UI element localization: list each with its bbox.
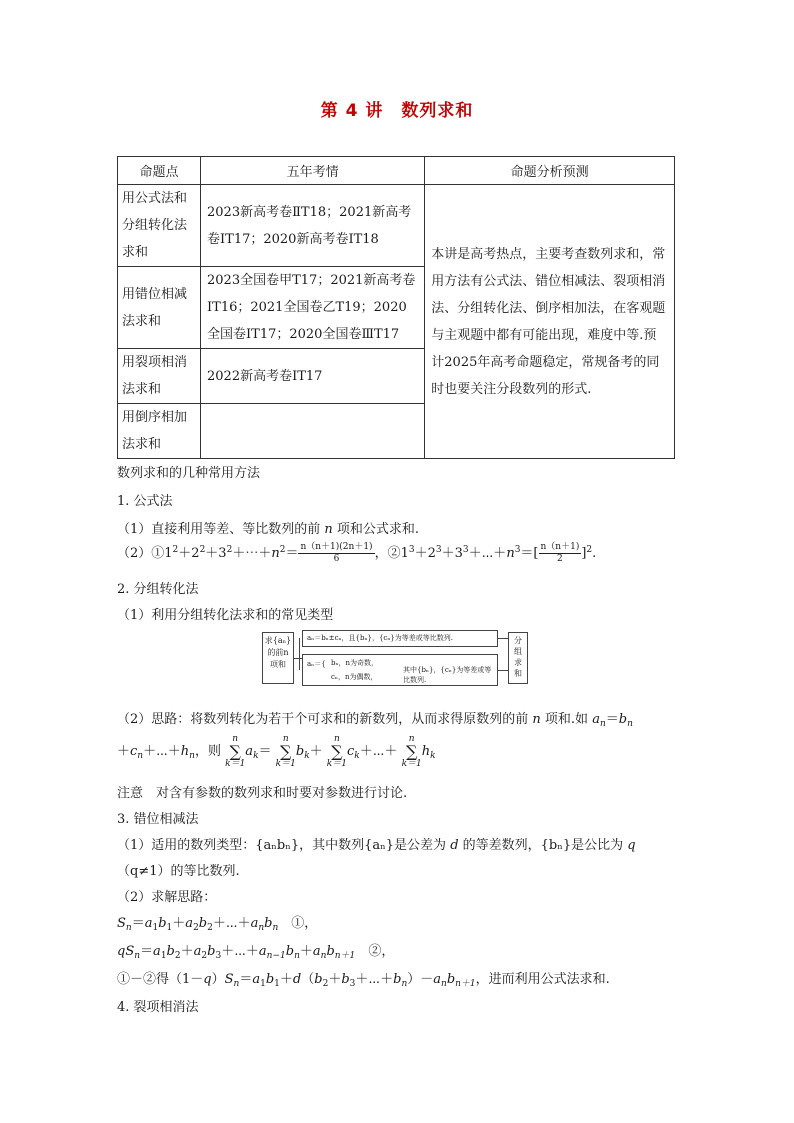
piecewise-even: cₙ，n为偶数，	[331, 673, 378, 681]
s2-p2: （2）思路：将数列转化为若干个可求和的新数列，从而求得原数列的前 n 项和.如 $a_n=b_n$	[117, 712, 633, 729]
s3-p1: （1）适用的数列类型：{aₙbₙ}，其中数列{aₙ}是公差为 d 的等差数列，{bₙ}是公比为 q	[117, 838, 636, 853]
s3-p2: （2）求解思路：	[117, 890, 217, 905]
s2-p2-text-b: 项和.如	[544, 712, 589, 727]
header-exam: 五年考情	[201, 157, 425, 185]
s3-eq3: ①－②得$(1-q)S_n=a_1b_1+d(b_2+b_3+\cdots+b_n)-a_nb_{n+1}$，进而利用公式法求和.	[117, 972, 610, 989]
fraction-2-den: 2	[557, 554, 563, 564]
sum-symbol: n ∑ k＝1	[326, 734, 347, 769]
page-title: 第 4 讲 数列求和	[320, 101, 474, 121]
s3-p1-text-b: 的等差数列，{bₙ}是公比为	[462, 838, 624, 853]
fraction-1	[298, 542, 374, 565]
s1-p1: （1）直接利用等差、等比数列的前 n 项和公式求和.	[117, 522, 420, 537]
s2-heading: 2. 分组转化法	[117, 582, 199, 597]
exam-cell: 2022新高考卷ⅠT17	[201, 349, 425, 404]
topic-cell: 用倒序相加法求和	[118, 404, 201, 459]
s1-heading: 1. 公式法	[117, 494, 173, 509]
topic-cell: 用裂项相消法求和	[118, 349, 201, 404]
diagram-right-char: 和	[514, 669, 522, 678]
formula-prefix: （2）①1	[117, 546, 173, 561]
diagram-right-box	[508, 632, 528, 684]
fraction-1-den: 6	[333, 554, 340, 564]
sum-symbol: n ∑ k＝1	[401, 734, 422, 769]
diagram-right-char: 分	[514, 636, 522, 645]
header-topic: 命题点	[118, 157, 201, 185]
exam-cell: 2023全国卷甲T17；2021新高考卷ⅠT16；2021全国卷乙T19；2020全国卷ⅠT17；2020全国卷ⅢT17	[201, 267, 425, 349]
s1-formula: $(2)①1^2+2^2+3^2+\cdots+n^2=$ $\frac{n(n+1)(2n+1)}{6}$ ，$②1^3+2^3+3^3+\cdots+n^3=$[ $\frac{n(n+1)}{2}$ ]$^2$.	[117, 542, 597, 564]
connector-line	[299, 638, 300, 670]
s2-p1: （1）利用分组转化法求和的常见类型	[117, 608, 334, 623]
diagram-box-2	[302, 654, 498, 686]
piecewise-odd: bₙ，n为奇数，	[331, 659, 379, 667]
s2-p2-text: （2）思路：将数列转化为若干个可求和的新数列，从而求得原数列的前	[117, 712, 529, 727]
s2-formula: $+c_n+\cdots+h_n$，则 n ∑ k＝1 $a_k=$ n ∑ k＝1 $b_k+$ n ∑ k＝1 $c_k+\cdots+$ n ∑ k＝1 $h_k$	[117, 734, 436, 769]
diagram-left-box	[262, 632, 294, 684]
s3-heading: 3. 错位相减法	[117, 812, 199, 827]
table-header-row	[118, 157, 675, 185]
table-row	[118, 185, 675, 267]
exam-info-table	[117, 156, 675, 459]
header-analysis: 命题分析预测	[425, 157, 675, 185]
s2-note	[117, 782, 407, 801]
s4-heading: 4. 裂项相消法	[117, 1000, 199, 1015]
eq3-tail: ，进而利用公式法求和.	[475, 972, 610, 987]
connector-line	[498, 638, 508, 639]
exam-cell	[201, 404, 425, 459]
sum-symbol: n ∑ k＝1	[225, 734, 246, 769]
connector-line	[498, 670, 508, 671]
eq2-tag: ②，	[368, 944, 395, 959]
fraction-1-num: n（n＋1)(2n＋1)	[300, 542, 373, 552]
s3-eq2: $qS_n=a_1b_2+a_2b_3+\cdots+a_{n-1}b_n+a_nb_{n+1}$ ②，	[117, 944, 395, 961]
diagram-box-1: aₙ＝bₙ±cₙ，且{bₙ}，{cₙ}为等差或等比数列.	[302, 630, 498, 647]
analysis-cell: 本讲是高考热点，主要考查数列求和，常用方法有公式法、错位相减法、裂项相消法、分组转化法、倒序相加法，在客观题与主观题中都有可能出现，难度中等.预计2025年高考命题稳定，常规备考的同时也要关注分段数列的形式.	[425, 185, 675, 459]
exam-cell: 2023新高考卷ⅡT18；2021新高考卷ⅠT17；2020新高考卷ⅠT18	[201, 185, 425, 267]
section-heading: 数列求和的几种常用方法	[117, 466, 261, 481]
eq1-tag: ①，	[291, 916, 318, 931]
s3-p1c: （q≠1）的等比数列.	[117, 864, 240, 879]
fraction-2	[539, 542, 582, 565]
note-text: 对含有参数的数列求和时要对参数进行讨论.	[156, 786, 408, 801]
topic-cell: 用公式法和分组转化法求和	[118, 185, 201, 267]
note-label: 注意	[117, 786, 144, 801]
s3-p1-text-a: （1）适用的数列类型：{aₙbₙ}，其中数列{aₙ}是公差为	[117, 838, 447, 853]
topic-cell: 用错位相减法求和	[118, 267, 201, 349]
diagram-left-line: 求{aₙ}	[264, 636, 292, 645]
s1-p1-text: （1）直接利用等差、等比数列的前	[117, 522, 321, 537]
diagram-left-line: 的前n	[267, 648, 289, 657]
connector-line	[294, 658, 302, 659]
piecewise-note: 其中{bₙ}，{cₙ}为等差或等比数列.	[403, 666, 492, 684]
s3-eq1: $S_n=a_1b_1+a_2b_2+\cdots+a_nb_n$ ①，	[117, 916, 318, 933]
grouping-diagram	[262, 628, 532, 688]
diagram-left-line: 项和	[270, 660, 286, 669]
s1-p1-text-b: 项和公式求和.	[336, 522, 420, 537]
sum-symbol: n ∑ k＝1	[275, 734, 296, 769]
piecewise-label: aₙ＝{	[307, 660, 326, 668]
diagram-right-char: 求	[514, 658, 522, 667]
fraction-2-num: n（n＋1)	[540, 542, 580, 552]
diagram-right-char: 组	[514, 647, 522, 656]
formula-mid: ，②1	[374, 546, 409, 561]
